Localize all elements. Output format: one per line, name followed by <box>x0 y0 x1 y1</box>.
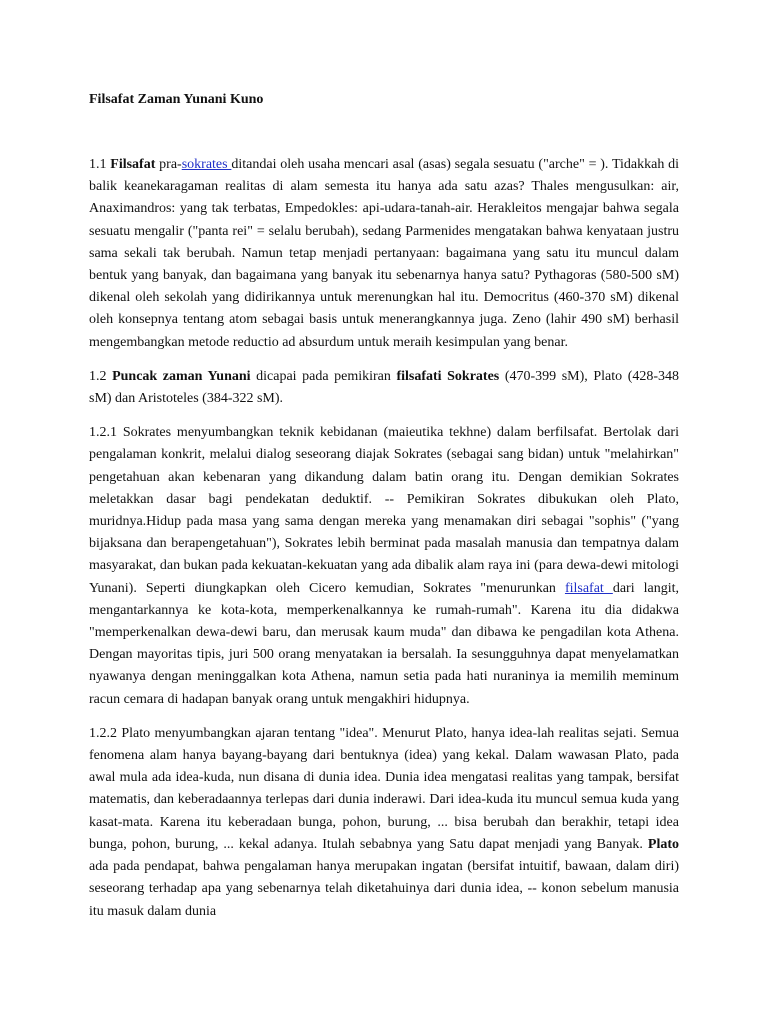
paragraph-text: ditandai oleh usaha mencari asal (asas) segala sesuatu ("arche" = ). Tidakkah di balik keanekaragaman realitas di alam semesta itu hanya ada satu azas? Thales mengusulkan: air, Anaximandros: yang tak terbatas, Empedokles: api-udara-tanah-air. Herakleitos mengajar bahwa segala sesuatu mengalir ("panta rei" = selalu berubah), sedang Parmenides mengatakan bahwa kenyataan justru sama sekali tak berubah. Namun tetap menjadi pertanyaan: bagaimana yang satu itu muncul dalam bentuk yang banyak, dan bagaimana yang banyak itu sebenarnya hanya satu? Pythagoras (580-500 sM) dikenal oleh sekolah yang didirikannya untuk merenungkan hal itu. Democritus (460-370 sM) dikenal oleh konsepnya tentang atom sebagai basis untuk menerangkannya juga. Zeno (lahir 490 sM) berhasil mengembangkan metode reductio ad absurdum untuk meraih kesimpulan yang benar. <box>89 157 679 350</box>
sokrates-link[interactable]: sokrates <box>181 157 232 172</box>
bold-term: Filsafat <box>110 157 156 172</box>
section-number: 1.2 <box>89 368 113 384</box>
paragraph-1-1 <box>89 154 679 354</box>
paragraph-text: dari langit, mengantarkannya ke kota-kota, memperkenalkannya ke rumah-rumah". Karena itu dia didakwa "memperkenalkan dewa-dewi baru, dan merusak kaum muda" dan dibawa ke pengadilan kota Athena. Dengan mayoritas tipis, juri 500 orang menyatakan ia bersalah. Ia sesungguhnya dapat menyelamatkan nyawanya dengan meninggalkan kota Athena, namun setia pada hati nuraninya ia memilih meminum racun cemara di hadapan banyak orang untuk mengakhiri hidupnya. <box>89 580 679 707</box>
paragraph-1-2-1 <box>89 422 679 711</box>
filsafat-link[interactable]: filsafat <box>564 580 613 596</box>
paragraph-text: 1.2.2 Plato menyumbangkan ajaran tentang "idea". Menurut Plato, hanya idea-lah realitas sejati. Semua fenomena alam hanya bayang-bayang dari bentuknya (idea) yang kekal. Dalam wawasan Plato, pada awal mula ada idea-kuda, nun disana di dunia idea. Dunia idea mengatasi realitas yang tampak, bersifat matematis, dan keberadaannya terlepas dari dunia inderawi. Dari idea-kuda itu muncul semua kuda yang kasat-mata. Karena itu keberadaan bunga, pohon, burung, ... bisa berubah dan berakhir, tetapi idea bunga, pohon, burung, ... kekal adanya. Itulah sebabnya yang Satu dapat menjadi yang Banyak. <box>89 725 679 852</box>
paragraph-text: pra- <box>155 157 182 172</box>
section-number: 1.1 <box>89 157 111 172</box>
paragraph-1-2-2 <box>89 723 679 923</box>
bold-term: Plato <box>647 836 679 852</box>
paragraph-text: (470-399 sM), Plato (428-348 sM) dan Aristoteles (384-322 sM). <box>89 368 680 407</box>
document-page <box>89 90 679 935</box>
paragraph-text: ada pada pendapat, bahwa pengalaman hanya merupakan ingatan (bersifat intuitif, bawaan, dalam diri) seseorang terhadap apa yang sebenarnya telah diketahuinya dari dunia idea, -- konon sebelum manusia itu masuk dalam dunia <box>89 859 679 919</box>
bold-term: filsafati Sokrates <box>396 368 500 384</box>
bold-term: Puncak zaman Yunani <box>112 368 251 384</box>
paragraph-1-2 <box>89 366 679 410</box>
paragraph-text: 1.2.1 Sokrates menyumbangkan teknik kebidanan (maieutika tekhne) dalam berfilsafat. Bertolak dari pengalaman konkrit, melalui dialog seseorang diajak Sokrates (sebagai sang bidan) untuk "melahirkan" pengetahuan akan kebenaran yang dikandung dalam batin orang itu. Dengan demikian Sokrates meletakkan dasar bagi pendekatan deduktif. -- Pemikiran Sokrates dibukukan oleh Plato, muridnya.Hidup pada masa yang sama dengan mereka yang menamakan diri sebagai "sophis" ("yang bijaksana dan berapengetahuan"), Sokrates lebih berminat pada masalah manusia dan tempatnya dalam masyarakat, dan bukan pada kekuatan-kekuatan yang ada dibalik alam raya ini (para dewa-dewi mitologi Yunani). Seperti diungkapkan oleh Cicero kemudian, Sokrates "menurunkan <box>89 425 679 596</box>
document-title: Filsafat Zaman Yunani Kuno <box>89 92 264 107</box>
paragraph-text: dicapai pada pemikiran <box>250 368 397 384</box>
